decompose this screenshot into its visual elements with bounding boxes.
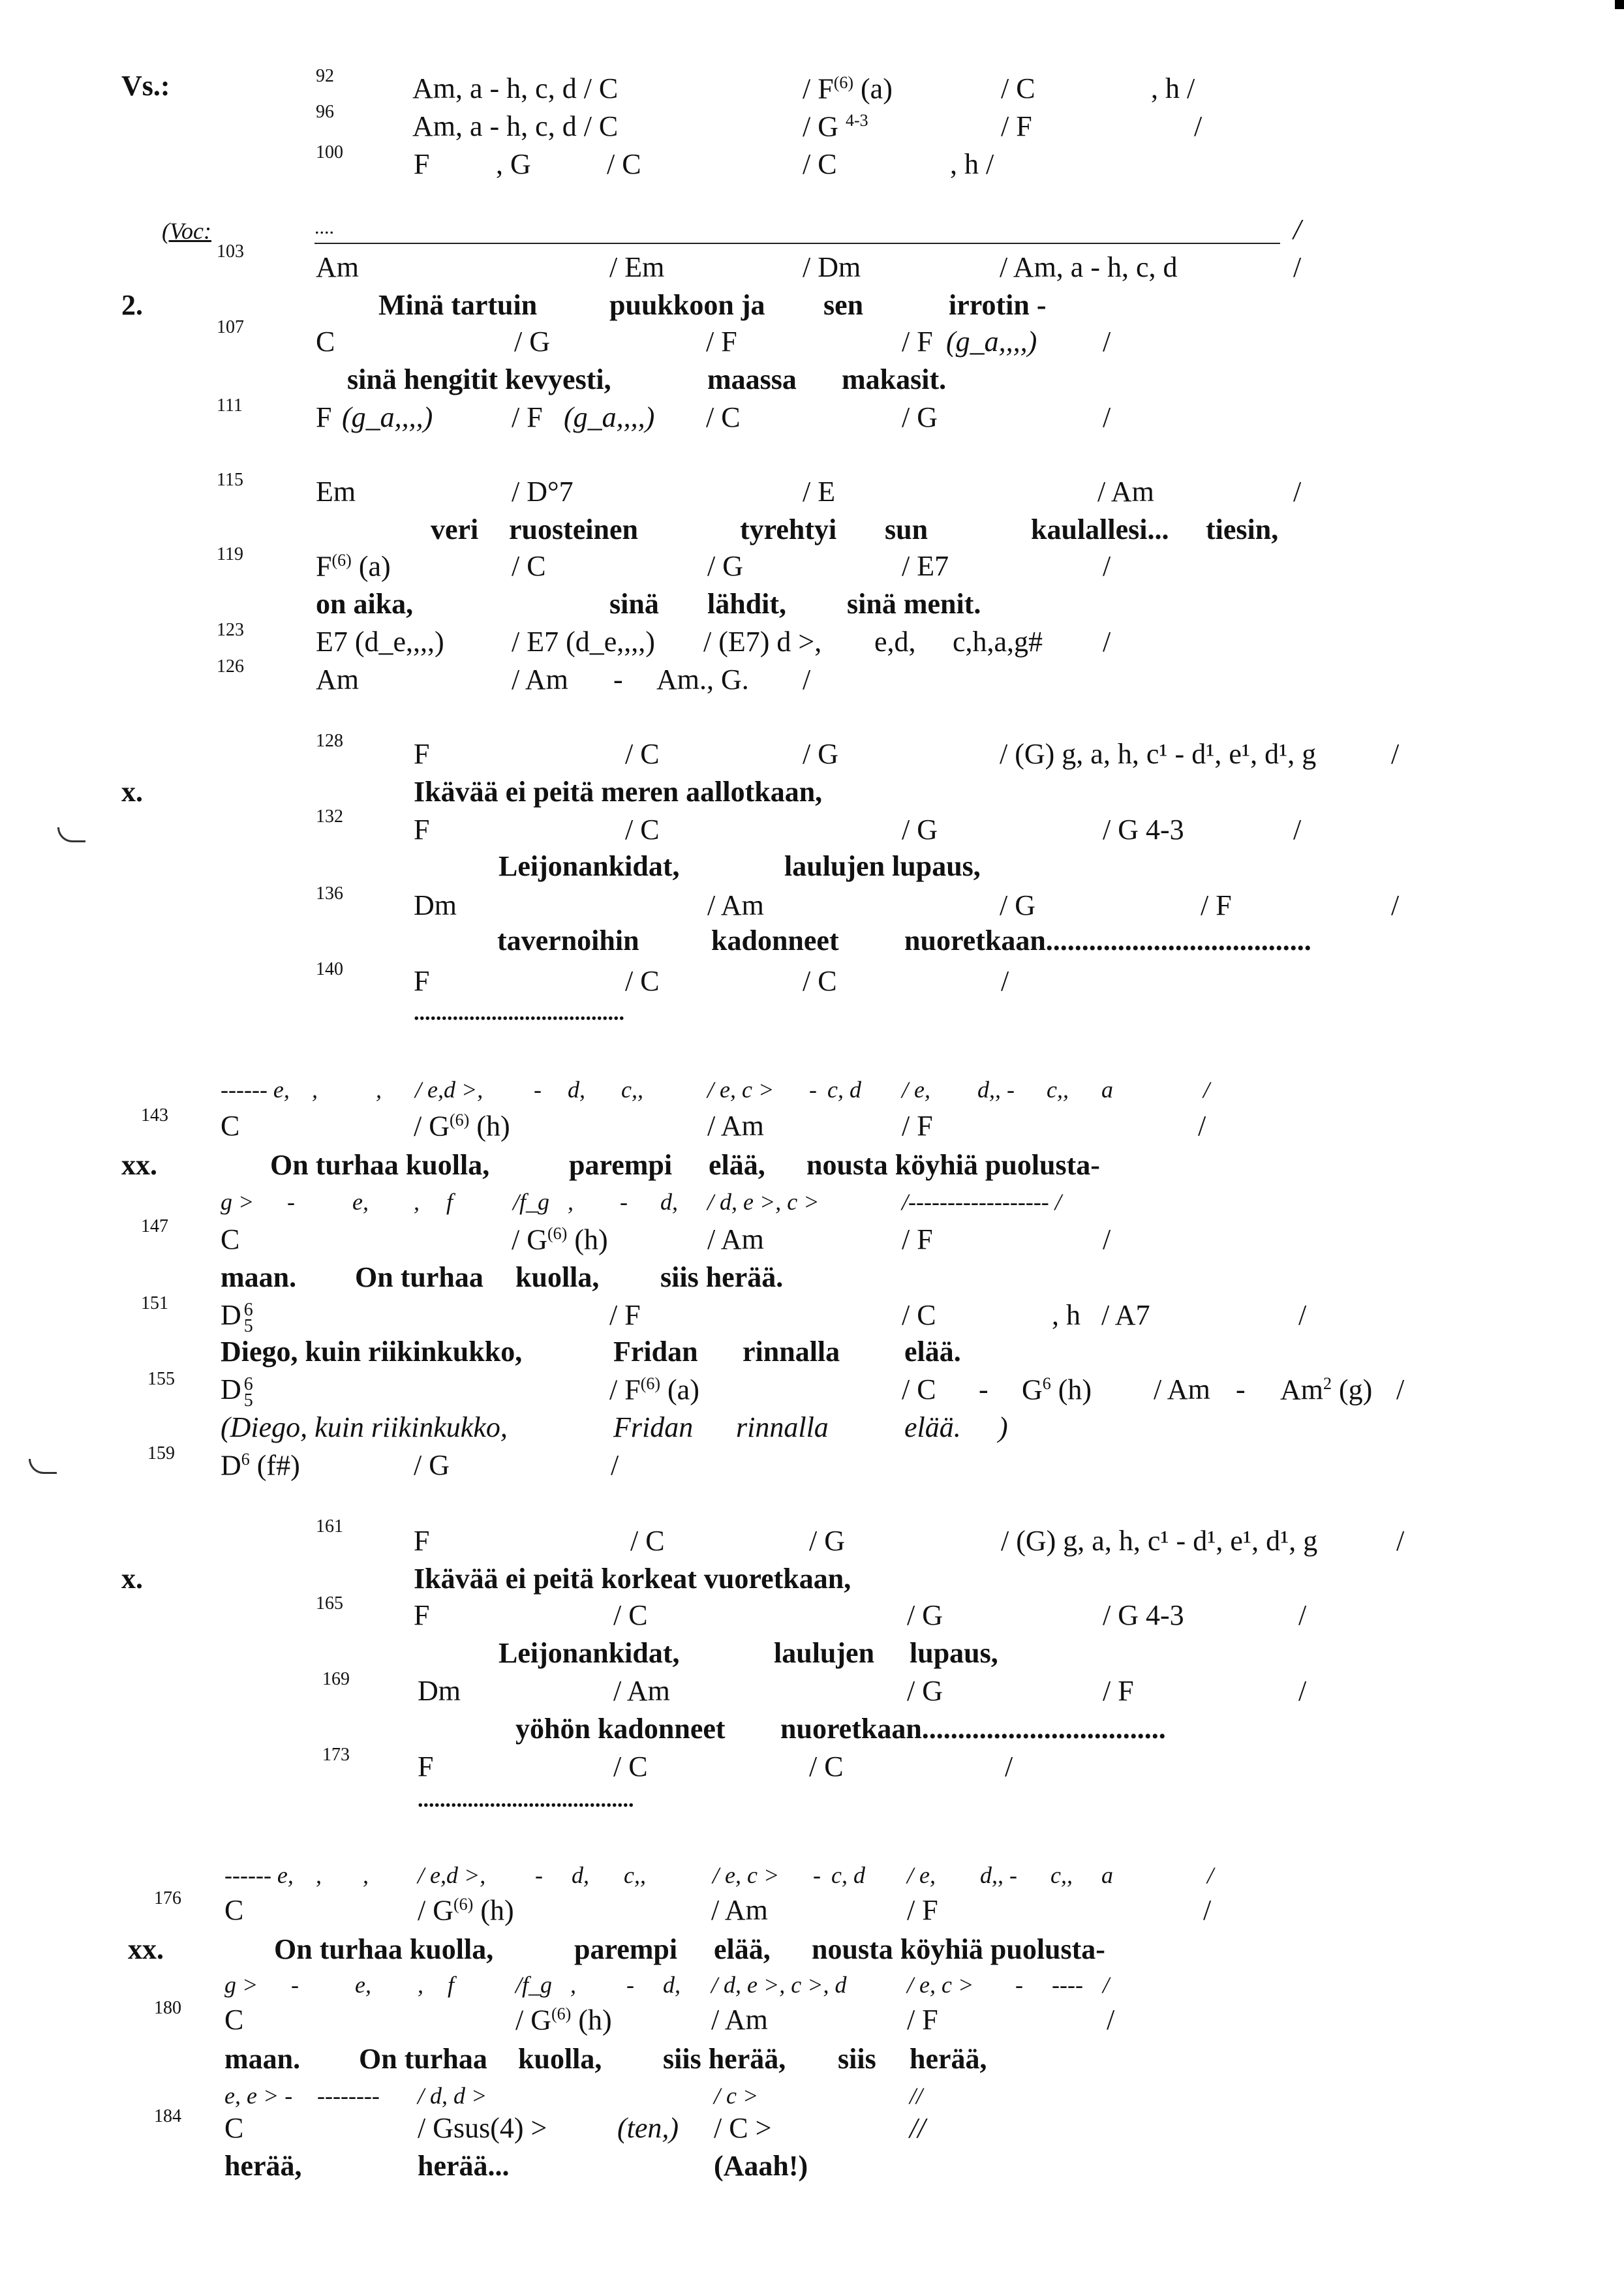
- chord: C: [224, 2112, 244, 2144]
- melody-note: ----: [1052, 1972, 1083, 1998]
- chord: / (G) g, a, h, c¹ - d¹, e¹, d¹, g: [1001, 1525, 1318, 1557]
- melody-note: ,: [414, 1189, 420, 1215]
- lyric-echo: rinnalla: [736, 1411, 829, 1443]
- lyric: puukkoon ja: [609, 289, 765, 321]
- melody-note: d,, -: [980, 1862, 1017, 1888]
- chord-note: (g_a,,,,): [342, 401, 433, 433]
- chord: / C: [512, 550, 546, 582]
- melody-note: -: [813, 1862, 821, 1888]
- melody-note: ,: [312, 1077, 318, 1103]
- lyric: kadonneet: [711, 925, 839, 957]
- bar-number: 180: [154, 1998, 181, 2018]
- chord: / Am: [707, 1223, 764, 1255]
- chord: /: [1396, 1525, 1405, 1557]
- lyric: Ikävää ei peitä korkeat vuoretkaan,: [414, 1563, 851, 1595]
- section-label-xx: xx.: [121, 1149, 157, 1181]
- chord: /: [1391, 738, 1400, 770]
- chord: / (G) g, a, h, c¹ - d¹, e¹, d¹, g: [1000, 738, 1317, 770]
- lyric: nousta köyhiä puolusta-: [806, 1149, 1100, 1181]
- lyric: nousta köyhiä puolusta-: [812, 1933, 1105, 1965]
- chord-note: (g_a,,,,): [564, 401, 655, 433]
- chord: /: [1298, 1675, 1307, 1707]
- lyric: elää.: [904, 1336, 961, 1368]
- voc-label: (Voc:: [162, 218, 211, 244]
- chord: / G: [1000, 889, 1035, 921]
- bar-number: 92: [316, 66, 334, 86]
- chord: Dm: [414, 889, 457, 921]
- chord: , G: [496, 148, 531, 180]
- melody-note: / d, e >, c >: [707, 1189, 820, 1215]
- chord: F: [414, 148, 430, 180]
- chord: -: [613, 664, 623, 696]
- lyric: tavernoihin: [497, 925, 639, 957]
- chord: F: [414, 814, 430, 846]
- melody-note: d,: [663, 1972, 681, 1998]
- melody-note: d,: [660, 1189, 678, 1215]
- chord: / $G^{(6)}$ (h): [515, 2004, 612, 2036]
- lyric: herää...: [418, 2150, 510, 2182]
- chord: / G: [707, 550, 743, 582]
- chord: Am$^2$ (g): [1280, 1373, 1373, 1406]
- chord: / G: [907, 1599, 943, 1631]
- section-label-x: x.: [121, 776, 143, 808]
- bar-number: 176: [154, 1888, 181, 1908]
- melody-note: /: [1103, 1972, 1110, 1998]
- chord: C: [221, 1110, 240, 1142]
- chord: /: [611, 1449, 619, 1481]
- melody-note: / e,d >,: [415, 1077, 483, 1103]
- lyric: sun: [885, 513, 928, 545]
- chord: / F: [706, 326, 737, 358]
- melody-note: c,,: [621, 1077, 643, 1103]
- lyric: elää,: [709, 1149, 765, 1181]
- bar-number: 96: [316, 102, 334, 122]
- chord: F: [414, 1525, 430, 1557]
- melody-note: g >: [221, 1189, 254, 1215]
- lyric: On turhaa: [355, 1261, 483, 1293]
- chord: /: [1293, 251, 1302, 283]
- chord-line: Am, a - h, c, d / C: [412, 110, 619, 142]
- chord: / $G^{(6)}$ (h): [414, 1110, 510, 1142]
- chord: C: [224, 1894, 244, 1926]
- chord: / C: [809, 1751, 844, 1783]
- melody-note: -: [626, 1972, 634, 1998]
- chord: / Em: [609, 251, 665, 283]
- lyric: lupaus,: [910, 1637, 998, 1669]
- section-label-xx: xx.: [128, 1933, 164, 1965]
- chord: /: [1298, 1599, 1307, 1631]
- chord: / D°7: [512, 476, 574, 508]
- chord: / G 4-3: [1103, 1599, 1184, 1631]
- lyric: herää,: [910, 2043, 987, 2075]
- chord: $G^6$ (h): [1022, 1373, 1092, 1406]
- section-label-x: x.: [121, 1563, 143, 1595]
- chord: / C: [607, 148, 641, 180]
- chord: /: [1298, 1299, 1307, 1331]
- dotted-line: ......................................: [414, 1001, 624, 1025]
- lyric: Leijonankidat,: [498, 1637, 680, 1669]
- chord: F: [414, 1599, 430, 1631]
- melody-note: a: [1101, 1077, 1113, 1103]
- lyric: Leijonankidat,: [498, 850, 680, 882]
- melody-note: ,: [363, 1862, 369, 1888]
- chord: / C: [803, 148, 837, 180]
- chord: / C: [902, 1299, 936, 1331]
- bar-number: 143: [141, 1105, 168, 1125]
- melody-note: / d, d >: [418, 2083, 487, 2109]
- chord: / C >: [714, 2112, 772, 2144]
- lyric: (Aaah!): [714, 2150, 808, 2182]
- chord: / C: [625, 965, 660, 997]
- chord: / F: [1103, 1675, 1134, 1707]
- bar-number: 100: [316, 142, 343, 162]
- chord: / F: [902, 1110, 933, 1142]
- bar-number: 151: [141, 1293, 168, 1313]
- melody-note: f: [446, 1189, 453, 1215]
- lyric: maan.: [224, 2043, 301, 2075]
- bar-number: 155: [147, 1369, 175, 1389]
- chord: , h /: [950, 148, 994, 180]
- chord: /: [1001, 965, 1009, 997]
- chord: /: [1103, 626, 1111, 658]
- chord: / C: [630, 1525, 665, 1557]
- melody-note: /------------------ /: [902, 1189, 1062, 1215]
- bar-number: 111: [217, 395, 243, 416]
- chord: -: [1236, 1373, 1246, 1405]
- chord: / C: [613, 1751, 648, 1783]
- lyric: kuolla,: [515, 1261, 600, 1293]
- chord: / Am, a - h, c, d: [1000, 251, 1178, 283]
- chord: C: [224, 2004, 244, 2036]
- chord: / E: [803, 476, 836, 508]
- chord: / Am: [711, 2004, 768, 2036]
- chord: /: [1293, 476, 1302, 508]
- melody-note: / e,: [907, 1862, 936, 1888]
- melody-note: ,: [568, 1189, 574, 1215]
- chord: /: [1103, 326, 1111, 358]
- dotted-line: .......................................: [418, 1788, 634, 1812]
- chord: C: [316, 326, 335, 358]
- chord: / G: [809, 1525, 845, 1557]
- lyric: lähdit,: [707, 588, 787, 620]
- chord: / C: [613, 1599, 648, 1631]
- chord: / $F^{(6)}$ (a): [803, 72, 893, 105]
- chord: / G 4-3: [1103, 814, 1184, 846]
- chord: / G: [514, 326, 550, 358]
- chord: $D^6$ (f#): [221, 1449, 300, 1482]
- chord: / F: [512, 401, 543, 433]
- melody-note: g >: [224, 1972, 258, 1998]
- bar-number: 136: [316, 883, 343, 904]
- chord: / E7: [902, 550, 949, 582]
- chord: / E7 (d_e,,,,): [512, 626, 655, 658]
- melody-note: c, d: [831, 1862, 865, 1888]
- lyric: siis: [838, 2043, 876, 2075]
- melody-note: / e, c >: [712, 1862, 780, 1888]
- lyric: elää,: [714, 1933, 771, 1965]
- lyric: On turhaa kuolla,: [274, 1933, 494, 1965]
- melody-note: d,: [568, 1077, 585, 1103]
- chord-line: Am, a - h, c, d / C: [412, 72, 619, 104]
- chord: /: [1396, 1373, 1405, 1405]
- melody-note: ,: [418, 1972, 423, 1998]
- chord: D 6 5: [221, 1373, 253, 1411]
- lyric: laulujen lupaus,: [784, 850, 981, 882]
- lyric: on aika,: [316, 588, 414, 620]
- chord-note: (ten,): [617, 2112, 679, 2144]
- melody-note: d,, -: [977, 1077, 1015, 1103]
- melody-note: / d, e >, c >, d: [711, 1972, 847, 1998]
- lyric: makasit.: [842, 363, 947, 395]
- lyric: sen: [823, 289, 864, 321]
- lyric: Ikävää ei peitä meren aallotkaan,: [414, 776, 823, 808]
- chord: E7 (d_e,,,,): [316, 626, 444, 658]
- chord: /: [1005, 1751, 1013, 1783]
- lyric: tyrehtyi: [740, 513, 837, 545]
- bar-number: 173: [322, 1745, 350, 1765]
- chord: //: [910, 2112, 926, 2144]
- melody-note: -: [620, 1189, 628, 1215]
- chord: / Am: [1154, 1373, 1210, 1405]
- chord: / Gsus(4) >: [418, 2112, 547, 2144]
- melody-note: ------ e,: [224, 1862, 294, 1888]
- chord: Em: [316, 476, 356, 508]
- melody-note: e,: [355, 1972, 371, 1998]
- melody-note: -: [291, 1972, 299, 1998]
- melody-note: a: [1101, 1862, 1113, 1888]
- chord: / C: [902, 1373, 936, 1405]
- melody-note: ,: [570, 1972, 576, 1998]
- melody-note: c, d: [827, 1077, 861, 1103]
- chord: / G: [902, 401, 938, 433]
- lyric: rinnalla: [743, 1336, 840, 1368]
- chord: / G: [803, 738, 838, 770]
- melody-note: -: [534, 1077, 542, 1103]
- melody-note: ------ e,: [221, 1077, 290, 1103]
- lyric: parempi: [574, 1933, 678, 1965]
- chord: $F^{(6)}$ (a): [316, 550, 391, 583]
- lyric: Diego, kuin riikinkukko,: [221, 1336, 523, 1368]
- chord: -: [979, 1373, 988, 1405]
- chord: / C: [625, 814, 660, 846]
- melody-note: / e, c >: [907, 1972, 974, 1998]
- lyric: siis herää,: [663, 2043, 786, 2075]
- melody-note: /: [1207, 1862, 1214, 1888]
- chord: / Am: [1097, 476, 1154, 508]
- chord: F: [414, 965, 430, 997]
- melody-note: -: [1015, 1972, 1023, 1998]
- chord: / $G^{(6)}$ (h): [512, 1223, 608, 1256]
- lyric: sinä: [609, 588, 659, 620]
- melody-note: / e,d >,: [418, 1862, 486, 1888]
- lyric: nuoretkaan..................................: [780, 1713, 1166, 1745]
- chord: / F: [902, 326, 933, 358]
- chord: c,h,a,g#: [953, 626, 1043, 658]
- chord: Am: [316, 664, 359, 696]
- chord: / Am: [711, 1894, 768, 1926]
- melody-note: /f_g: [515, 1972, 553, 1998]
- melody-note: -: [809, 1077, 817, 1103]
- bar-number: 161: [316, 1516, 343, 1537]
- melody-note: -: [287, 1189, 295, 1215]
- melody-note: e,: [352, 1189, 369, 1215]
- margin-mark: [29, 1459, 57, 1474]
- chord: /: [1203, 1894, 1212, 1926]
- chord: /: [1391, 889, 1400, 921]
- melody-note: c,,: [624, 1862, 646, 1888]
- lyric: kuolla,: [518, 2043, 602, 2075]
- chord: / C: [803, 965, 837, 997]
- melody-note: -: [535, 1862, 543, 1888]
- chord: / F: [907, 1894, 938, 1926]
- chord: Am., G.: [656, 664, 749, 696]
- chord: / F: [1001, 110, 1032, 142]
- page-corner-mark: [1615, 0, 1624, 9]
- bar-number: 165: [316, 1593, 343, 1614]
- chord: /: [1103, 401, 1111, 433]
- lyric: sinä hengitit kevyesti,: [347, 363, 611, 395]
- bar-number: 123: [217, 620, 244, 640]
- lyric: maassa: [707, 363, 797, 395]
- bar-number: 107: [217, 317, 244, 337]
- lyric: sinä menit.: [847, 588, 981, 620]
- bar-number: 132: [316, 806, 343, 827]
- melody-note: /f_g: [513, 1189, 550, 1215]
- chord: F: [414, 738, 430, 770]
- chord-note: (g_a,,,,): [946, 326, 1037, 358]
- chord: / G: [902, 814, 938, 846]
- melody-note: f: [448, 1972, 455, 1998]
- lyric: Minä tartuin: [378, 289, 538, 321]
- chord: Dm: [418, 1675, 461, 1707]
- chord: C: [221, 1223, 240, 1255]
- bar-number: 140: [316, 959, 343, 979]
- chord: /: [1103, 550, 1111, 582]
- chord: / F: [907, 2004, 938, 2036]
- chord: / G: [907, 1675, 943, 1707]
- chord: e,d,: [874, 626, 916, 658]
- lyric: veri: [431, 513, 479, 545]
- chord: / C: [706, 401, 741, 433]
- lyric: On turhaa kuolla,: [270, 1149, 490, 1181]
- lyric: Fridan: [613, 1336, 698, 1368]
- chord: / G: [414, 1449, 450, 1481]
- chord: F: [316, 401, 332, 433]
- melody-note: ,: [376, 1077, 382, 1103]
- chord: D 6 5: [221, 1299, 253, 1336]
- lyric: ruosteinen: [509, 513, 638, 545]
- chord: / F: [1201, 889, 1232, 921]
- section-label-2: 2.: [121, 289, 143, 321]
- lyric: parempi: [569, 1149, 673, 1181]
- chord: F: [418, 1751, 434, 1783]
- chord: / F: [609, 1299, 641, 1331]
- melody-note: //: [910, 2083, 923, 2109]
- chord: / F: [902, 1223, 933, 1255]
- lyric-echo: (Diego, kuin riikinkukko,: [221, 1411, 508, 1443]
- melody-note: / e,: [902, 1077, 930, 1103]
- lyric-echo: elää.: [904, 1411, 961, 1443]
- lyric: On turhaa: [359, 2043, 487, 2075]
- bar-number: 147: [141, 1216, 168, 1236]
- lyric: laulujen: [774, 1637, 875, 1669]
- chord: / $G^{(6)}$ (h): [418, 1894, 514, 1927]
- melody-note: --------: [317, 2083, 380, 2109]
- bar-number: 128: [316, 731, 343, 751]
- bar-number: 103: [217, 241, 244, 262]
- lyric: irrotin -: [949, 289, 1047, 321]
- melody-note: ,: [316, 1862, 322, 1888]
- melody-note: / e, c >: [707, 1077, 774, 1103]
- melody-note: / c >: [714, 2083, 759, 2109]
- chord: Am: [316, 251, 359, 283]
- chord: / (E7) d >,: [703, 626, 822, 658]
- chord: , h /: [1151, 72, 1195, 104]
- chord: /: [1198, 1110, 1206, 1142]
- bar-number: 184: [154, 2106, 181, 2126]
- bar-number: 126: [217, 656, 244, 677]
- chord: / Am: [707, 1110, 764, 1142]
- lyric: yöhön kadonneet: [515, 1713, 726, 1745]
- melody-note: c,,: [1047, 1077, 1069, 1103]
- chord: / Am: [512, 664, 568, 696]
- chord: , h: [1052, 1299, 1080, 1331]
- chord: /: [1194, 110, 1203, 142]
- chord: / C: [1001, 72, 1035, 104]
- chord: / A7: [1101, 1299, 1150, 1331]
- lyric: nuoretkaan.....................................: [904, 925, 1311, 957]
- lyric-echo: ): [998, 1411, 1008, 1443]
- lyric: siis herää.: [660, 1261, 784, 1293]
- chord: /: [1293, 814, 1302, 846]
- voc-slash: /: [1293, 213, 1302, 245]
- chord: /: [1107, 2004, 1115, 2036]
- bar-number: 115: [217, 470, 243, 490]
- lyric: tiesin,: [1206, 513, 1279, 545]
- lyric: kaulallesi...: [1031, 513, 1169, 545]
- chord: / Am: [707, 889, 764, 921]
- melody-note: d,: [572, 1862, 589, 1888]
- chord: /: [1103, 1223, 1111, 1255]
- chord: / Dm: [803, 251, 861, 283]
- melody-note: c,,: [1050, 1862, 1073, 1888]
- voc-dots: ....: [314, 217, 334, 238]
- lyric-echo: Fridan: [613, 1411, 694, 1443]
- melody-note: e, e > -: [224, 2083, 293, 2109]
- margin-mark: [57, 827, 85, 842]
- lyric: herää,: [224, 2150, 302, 2182]
- section-label-vs: Vs.:: [121, 70, 170, 102]
- bar-number: 169: [322, 1669, 350, 1689]
- lyric: maan.: [221, 1261, 297, 1293]
- chord: / Am: [613, 1675, 670, 1707]
- chord: /: [803, 664, 811, 696]
- chord: / $F^{(6)}$ (a): [609, 1373, 699, 1406]
- melody-note: /: [1203, 1077, 1210, 1103]
- chord: / C: [625, 738, 660, 770]
- voc-line: [314, 243, 1280, 244]
- bar-number: 119: [217, 544, 243, 564]
- chord: / G $^{4-3}$: [803, 110, 868, 143]
- bar-number: 159: [147, 1443, 175, 1463]
